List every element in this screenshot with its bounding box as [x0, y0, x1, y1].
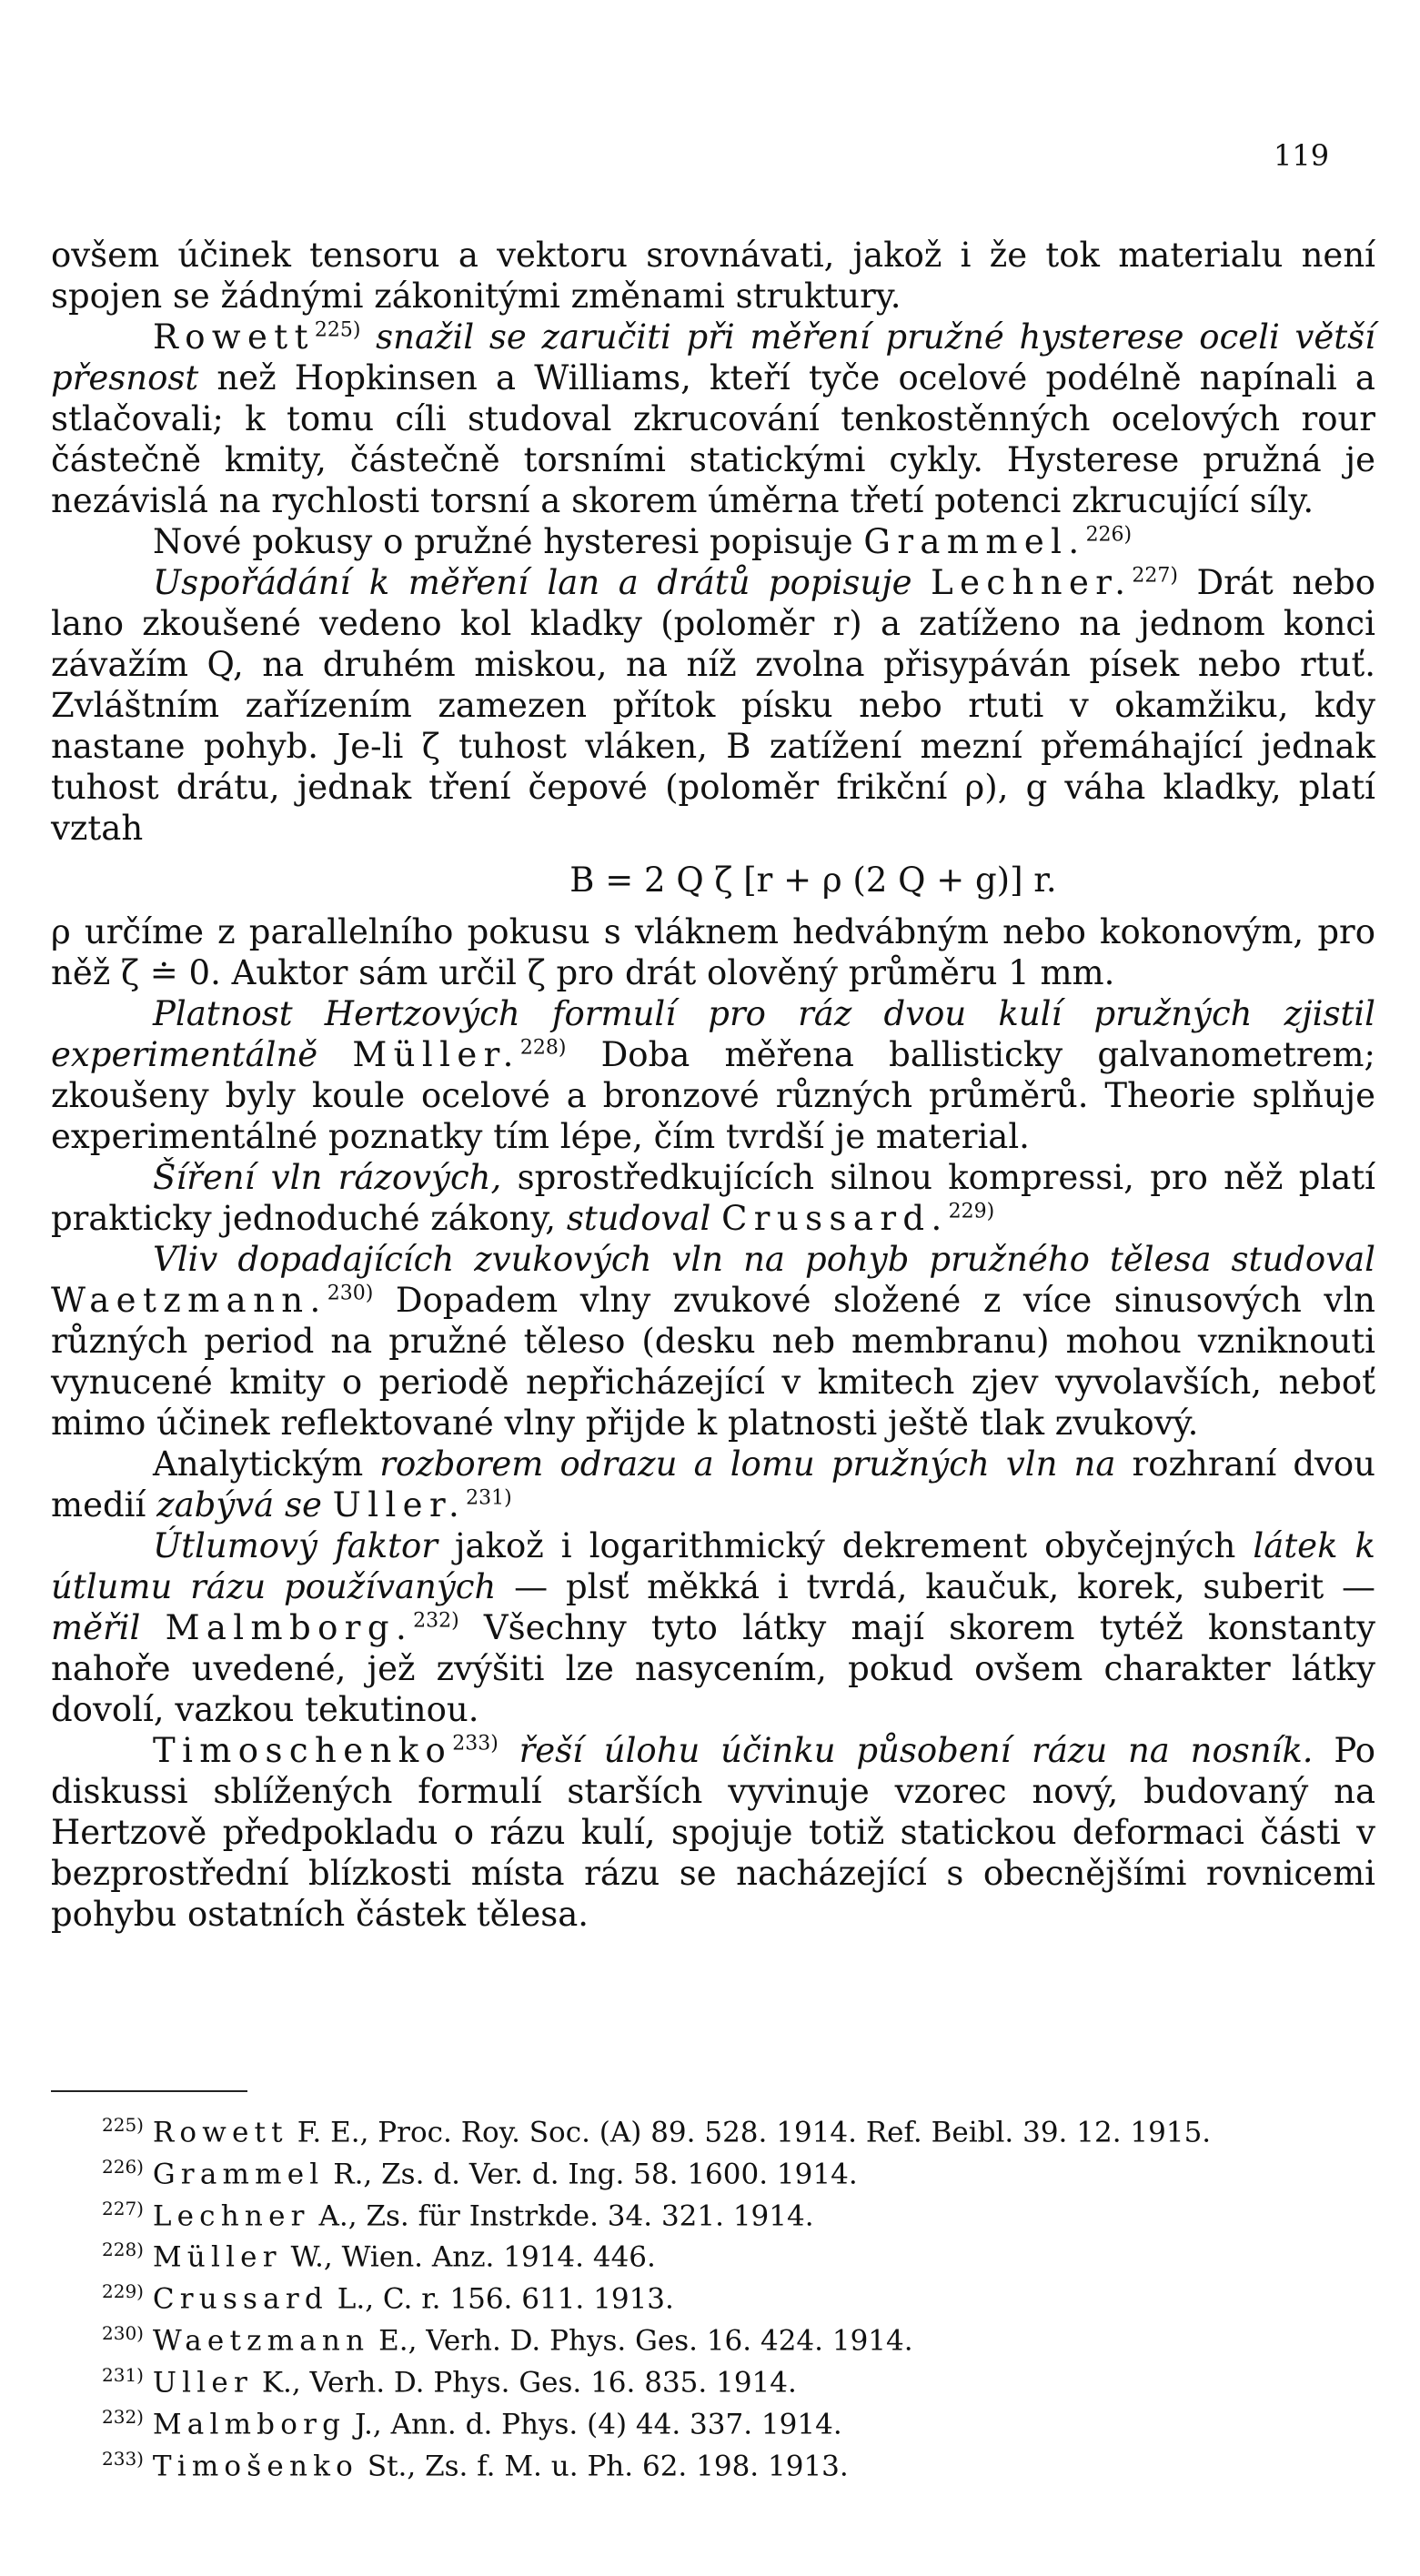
text: Dopadem vlny zvukové složené z více sinusových vln různých period na pružné těleso (desku neb membranu) mohou vzniknouti vynucené kmity o periodě nepřicházející v kmitech zjev vyvolavších, neboť mimo účinek reflektované vlny přijde k platnosti ještě tlak zvukový. [51, 1281, 1375, 1443]
italic-text: řeší úlohu účinku působení rázu na nosník. [519, 1731, 1314, 1770]
text: Po diskussi sblížených formulí starších vyvinuje vzorec nový, budovaný na Hertzově předpokladu o rázu kulí, spojuje totiž statickou deformaci části v bezprostřední blízkosti místa rázu se nacházející s obecnějšími rovnicemi pohybu ostatních částek tělesa. [51, 1731, 1375, 1934]
paragraph-1: ovšem účinek tensoru a vektoru srovnávati, jakož i že tok materialu není spojen se žádnými zákonitými změnami struktury. [51, 236, 1375, 316]
text: jakož i logarithmický dekrement obyčejných [455, 1526, 1236, 1565]
footnote-author: Uller [152, 2366, 253, 2400]
author-name: Waetzmann. [51, 1281, 327, 1320]
footnote-ref: 226) [1085, 523, 1133, 547]
footnote-author: Rowett [152, 2116, 288, 2149]
author-name: Malmborg. [165, 1608, 414, 1647]
footnote-text: St., Zs. f. M. u. Ph. 62. 198. 1913. [367, 2449, 849, 2482]
footnote-text: K., Verh. D. Phys. Ges. 16. 835. 1914. [261, 2366, 797, 2400]
footnote-ref: 231) [466, 1486, 512, 1510]
italic-text: Uspořádání k měření lan a drátů popisuje [153, 563, 912, 602]
footnote [51, 2192, 1375, 2234]
text: rozhraní dvou medií [51, 1444, 1376, 1524]
footnote-text: R., Zs. d. Ver. d. Ing. 58. 1600. 1914. [333, 2158, 858, 2191]
footnote-ref: 232) [413, 1609, 459, 1633]
footnote-number: 231) [102, 2363, 144, 2386]
footnote-number: 233) [102, 2447, 144, 2470]
footnote-number: 229) [102, 2280, 144, 2303]
footnote-text: J., Ann. d. Phys. (4) 44. 337. 1914. [355, 2408, 842, 2441]
text: Všechny tyto látky mají skorem tytéž konstanty nahoře uvedené, jež zvýšiti lze nasycením, pokud ovšem charakter látky dovolí, vazkou tekutinou. [51, 1608, 1375, 1729]
footnote [51, 2359, 1375, 2400]
italic-text: Vliv dopadajících zvukových vln na pohyb pružného tělesa studoval [153, 1240, 1375, 1279]
footnote-author: Lechner [152, 2199, 310, 2232]
author-name: Rowett [153, 317, 315, 357]
paragraph-11 [51, 1730, 1375, 1935]
footnote-ref: 233) [452, 1732, 499, 1756]
paragraph-4 [51, 562, 1375, 849]
footnote-ref: 228) [519, 1036, 567, 1060]
italic-text: studoval [566, 1199, 711, 1238]
footnote [51, 2233, 1375, 2275]
footnote-author: Timošenko [152, 2449, 358, 2482]
footnote-number: 228) [102, 2239, 144, 2261]
footnote-number: 230) [102, 2322, 144, 2345]
author-name: Uller. [332, 1485, 467, 1524]
footnote-number: 232) [102, 2405, 144, 2428]
footnote-number: 226) [102, 2155, 144, 2178]
footnote [51, 2317, 1375, 2359]
text: Drát nebo lano zkoušené vedeno kol kladky (poloměr r) a zatíženo na jednom konci závažím Q, na druhém miskou, na níž zvolna přisypáván písek nebo rtuť. Zvláštním zařízením zamezen přítok písku nebo rtuti v okamžiku, kdy nastane pohyb. Je-li ζ tuhost vláken, B zatížení mezní přemáhající jednak tuhost drátu, jednak tření čepové (poloměr frikční ρ), g váha kladky, platí vztah [51, 563, 1375, 848]
italic-text: snažil se zaručiti při měření pružné hysterese oceli větší přesnost [51, 317, 1375, 397]
italic-text: Platnost Hertzových formulí pro ráz dvou kulí pružných zjistil experimentálně [51, 994, 1375, 1074]
paragraph-7 [51, 1157, 1375, 1239]
footnote-author: Waetzmann [152, 2324, 370, 2358]
text: než Hopkinsen a Williams, kteří tyče ocelové podélně napínali a stlačovali; k tomu cíli studoval zkrucování tenkostěnných ocelových rour částečně kmity, částečně torsními statickými cykly. Hysterese pružná je nezávislá na rychlosti torsní a skorem úměrna třetí potenci zkrucující síly. [51, 358, 1375, 520]
footnote-text: F. E., Proc. Roy. Soc. (A) 89. 528. 1914. Ref. Beibl. 39. 12. 1915. [297, 2116, 1212, 2149]
footnote-author: Müller [152, 2240, 282, 2274]
italic-text: Šíření vln rázových, [153, 1158, 502, 1197]
author-name: Lechner. [931, 563, 1133, 602]
italic-text: měřil [51, 1608, 141, 1647]
paragraph-2 [51, 317, 1375, 521]
text: — plsť měkká i tvrdá, kaučuk, korek, suberit — [514, 1567, 1376, 1606]
body-text [51, 235, 1375, 1935]
text: Nové pokusy o pružné hysteresi popisuje [153, 522, 853, 561]
footnote-ref: 230) [327, 1282, 374, 1305]
text: sprostředkujících silnou kompressi, pro něž platí prakticky jednoduché zákony, [51, 1158, 1375, 1238]
footnote-text: L., C. r. 156. 611. 1913. [337, 2282, 674, 2316]
footnote-text: W., Wien. Anz. 1914. 446. [290, 2240, 656, 2274]
footnote-number: 225) [102, 2114, 144, 2136]
paragraph-5: ρ určíme z parallelního pokusu s vláknem hedvábným nebo kokonovým, pro něž ζ ≐ 0. Auktor sám určil ζ pro drát olověný průměru 1 mm. [51, 912, 1375, 992]
footnote-text: A., Zs. für Instrkde. 34. 321. 1914. [318, 2199, 814, 2232]
footnote-divider [51, 2090, 247, 2092]
equation: B = 2 Q ζ [r + ρ (2 Q + g)] r. [569, 860, 1057, 900]
italic-text: Útlumový faktor [153, 1526, 438, 1565]
footnote [51, 2400, 1375, 2442]
paragraph-10 [51, 1525, 1375, 1730]
author-name: Müller. [352, 1035, 520, 1074]
italic-text: látek k útlumu rázu používaných [51, 1526, 1375, 1606]
author-name: Grammel. [863, 522, 1086, 561]
footnote-text: E., Verh. D. Phys. Ges. 16. 424. 1914. [378, 2324, 913, 2358]
footnote [51, 2150, 1375, 2192]
footnote-author: Crussard [152, 2282, 328, 2316]
footnote-ref: 229) [948, 1200, 995, 1223]
paragraph-3 [51, 521, 1375, 562]
footnote [51, 2275, 1375, 2317]
footnote-ref: 225) [314, 318, 361, 342]
text: Analytickým [153, 1444, 364, 1484]
footnotes [51, 2108, 1375, 2483]
paragraph-6 [51, 993, 1375, 1157]
paragraph-9 [51, 1444, 1375, 1525]
footnote-author: Grammel [152, 2158, 325, 2191]
author-name: Crussard. [721, 1199, 949, 1238]
page-number: 119 [1274, 138, 1330, 173]
author-name: Timoschenko [153, 1731, 453, 1770]
italic-text: rozborem odrazu a lomu pružných vln na [379, 1444, 1116, 1484]
text: Doba měřena ballisticky galvanometrem; zkoušeny byly koule ocelové a bronzové různých průměrů. Theorie splňuje experimentálné poznatky tím lépe, čím tvrdší je material. [51, 1035, 1375, 1156]
footnote-ref: 227) [1132, 564, 1178, 588]
footnote [51, 2108, 1375, 2150]
footnote-number: 227) [102, 2197, 144, 2219]
footnote [51, 2442, 1375, 2484]
paragraph-8 [51, 1239, 1375, 1444]
footnote-author: Malmborg [152, 2408, 347, 2441]
italic-text: zabývá se [156, 1485, 322, 1524]
